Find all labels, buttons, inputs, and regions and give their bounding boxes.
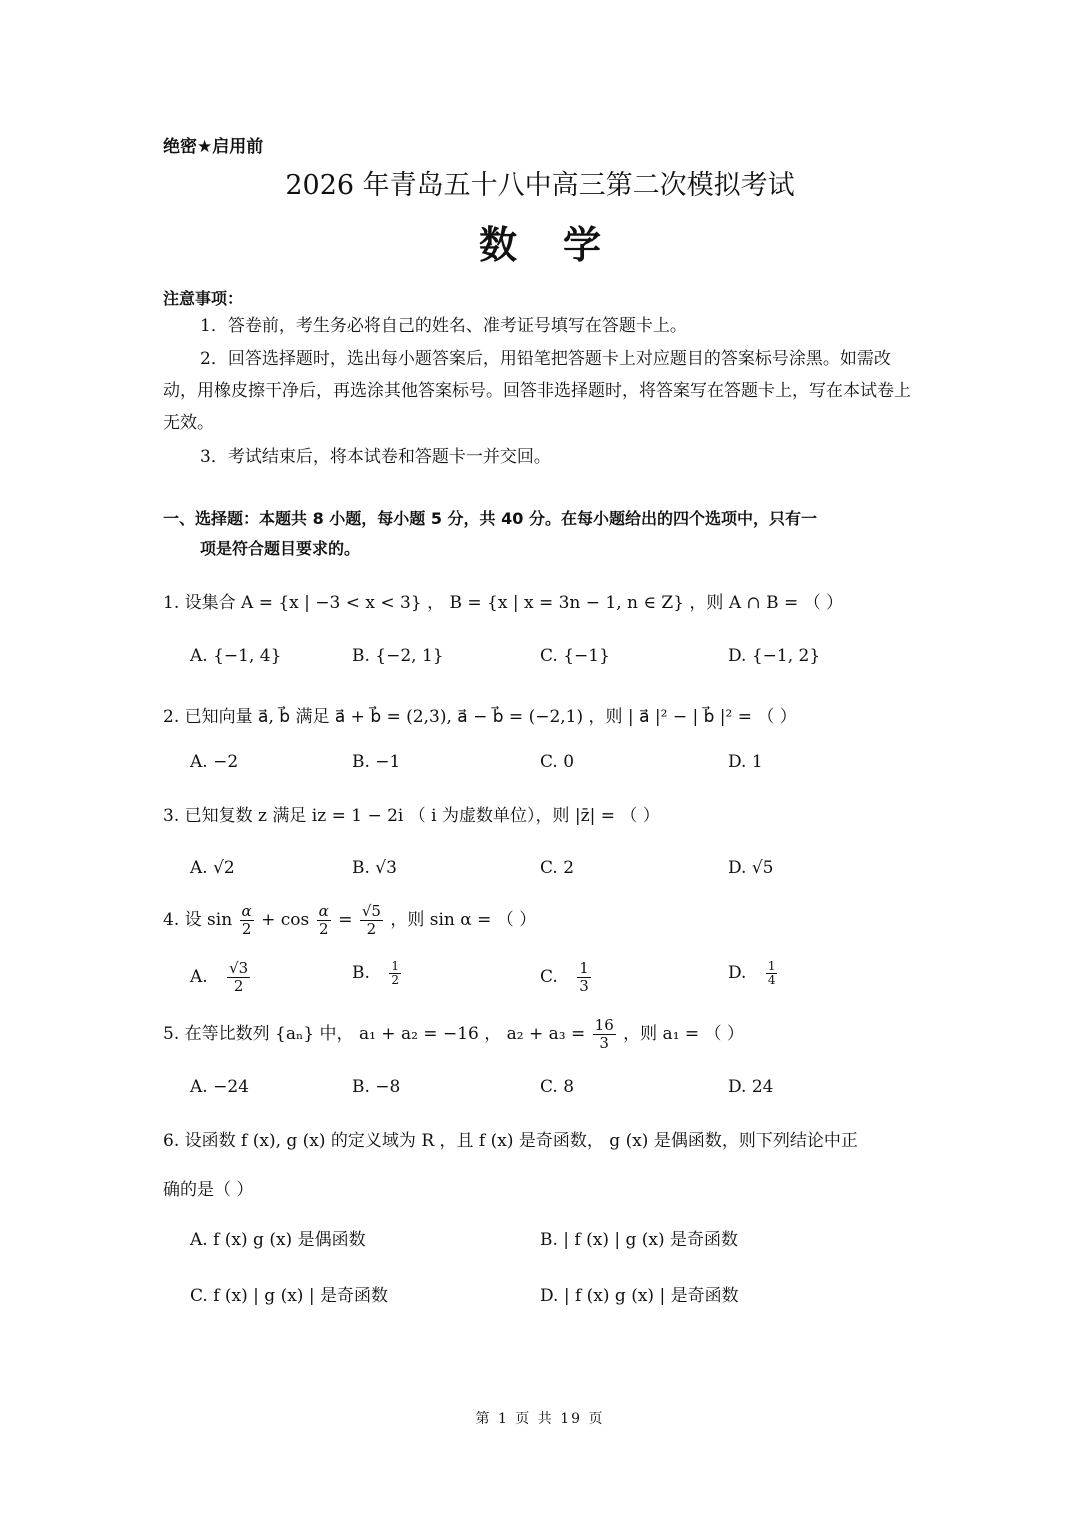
section-heading [163,504,923,564]
q4-frac-alpha-1 [240,903,254,938]
section-heading-line1: 一、选择题：本题共 8 小题，每小题 5 分，共 40 分。在每小题给出的四个选项中，只有一 [163,509,817,528]
q4-frac-alpha-2 [317,903,331,938]
question-2-stem: 2. 已知向量 a⃗, b⃗ 满足 a⃗ + b⃗ = (2,3), a⃗ − b⃗ = (−2,1) ，则 | a⃗ |² − | b⃗ |² = （ ） [163,707,797,727]
question-2-option-a: A. −2 [190,752,239,772]
question-3-stem: 3. 已知复数 z 满足 iz = 1 − 2i （ i 为虚数单位），则 |z̄| = （ ） [163,806,660,826]
question-2-option-d: D. 1 [728,752,763,772]
q5-frac-num: 16 [594,1016,614,1034]
question-3-option-c: C. 2 [540,858,575,878]
question-6-stem-line1: 6. 设函数 f (x), g (x) 的定义域为 R ，且 f (x) 是奇函数， g (x) 是偶函数，则下列结论中正 [163,1131,858,1151]
question-4-option-d [728,960,779,987]
question-1-option-b: B. {−2, 1} [352,646,444,666]
q4-plus-cos: + cos [261,910,310,930]
section-heading-line2: 项是符合题目要求的。 [200,539,361,558]
q4-suffix: ，则 sin α = （ ） [390,910,537,930]
question-3-option-a: A. √2 [190,858,235,878]
notice-item-2: 2．回答选择题时，选出每小题答案后，用铅笔把答题卡上对应题目的答案标号涂黑。如需改动，用橡皮擦干净后，再选涂其他答案标号。回答非选择题时，将答案写在答题卡上，写在本试卷上无效。 [163,349,911,433]
question-2-option-b: B. −1 [352,752,401,772]
notice-item-1: 1．答卷前，考生务必将自己的姓名、准考证号填写在答题卡上。 [200,316,687,336]
question-2-option-c: C. 0 [540,752,575,772]
question-4-stem [163,903,536,938]
q5-suffix: ，则 a₁ = （ ） [623,1024,744,1044]
question-6-option-c: C. f (x) | g (x) | 是奇函数 [190,1286,388,1306]
q4-frac-den: 2 [366,920,377,938]
question-1-stem: 1. 设集合 A = {x | −3 < x < 3} ， B = {x | x = 3n − 1, n ∈ Z} ，则 A ∩ B = （ ） [163,593,844,613]
frac-den: 2 [233,977,244,995]
question-6-stem-line2: 确的是（ ） [163,1180,254,1200]
q4-option-d-frac [766,960,778,987]
question-5-option-d: D. 24 [728,1077,774,1097]
frac-num: 1 [579,959,589,977]
notice-item-3: 3．考试结束后，将本试卷和答题卡一并交回。 [200,447,551,467]
frac-den: 4 [767,973,776,987]
question-5-option-a: A. −24 [190,1077,249,1097]
question-1-option-a: A. {−1, 4} [190,646,282,666]
q4-frac-den: 2 [318,920,329,938]
q4-option-b-frac [389,960,401,987]
q4-option-c-frac [577,960,591,995]
exam-title: 2026 年青岛五十八中高三第二次模拟考试 [285,170,795,201]
q4-frac-num: √5 [361,902,381,920]
question-6-option-a: A. f (x) g (x) 是偶函数 [190,1230,366,1250]
option-label: B. [352,963,370,983]
question-5-option-b: B. −8 [352,1077,401,1097]
q4-equals: = [338,910,353,930]
question-6-option-b: B. | f (x) | g (x) 是奇函数 [540,1230,739,1250]
question-5-option-c: C. 8 [540,1077,575,1097]
question-4-option-b [352,960,403,987]
question-5-stem [163,1017,744,1052]
subject-title: 数学 [478,223,647,267]
question-1-option-c: C. {−1} [540,646,610,666]
frac-num: 1 [391,959,399,973]
q4-option-a-frac [227,960,250,995]
question-1-option-d: D. {−1, 2} [728,646,821,666]
q4-frac-num: α [318,902,329,920]
option-label: D. [728,963,747,983]
question-6-option-d: D. | f (x) g (x) | 是奇函数 [540,1286,739,1306]
page-footer: 第 1 页 共 19 页 [475,1411,605,1427]
question-4-option-c [540,960,593,995]
q4-frac-rhs [360,903,383,938]
option-label: C. [540,967,558,987]
frac-den: 3 [579,977,589,995]
question-4-option-a [190,960,252,995]
option-label: A. [190,967,208,987]
q4-prefix: 4. 设 sin [163,910,233,930]
q5-frac-den: 3 [599,1034,609,1052]
q4-frac-num: α [241,902,252,920]
notice-heading: 注意事项： [163,289,244,308]
q4-frac-den: 2 [241,920,252,938]
question-3-option-b: B. √3 [352,858,397,878]
confidential-label: 绝密★启用前 [163,137,264,157]
frac-num: √3 [229,959,249,977]
question-3-option-d: D. √5 [728,858,774,878]
q5-frac [593,1017,616,1052]
q5-prefix: 5. 在等比数列 {aₙ} 中， a₁ + a₂ = −16 ， a₂ + a₃ = [163,1024,586,1044]
frac-num: 1 [767,959,776,973]
frac-den: 2 [391,973,399,987]
